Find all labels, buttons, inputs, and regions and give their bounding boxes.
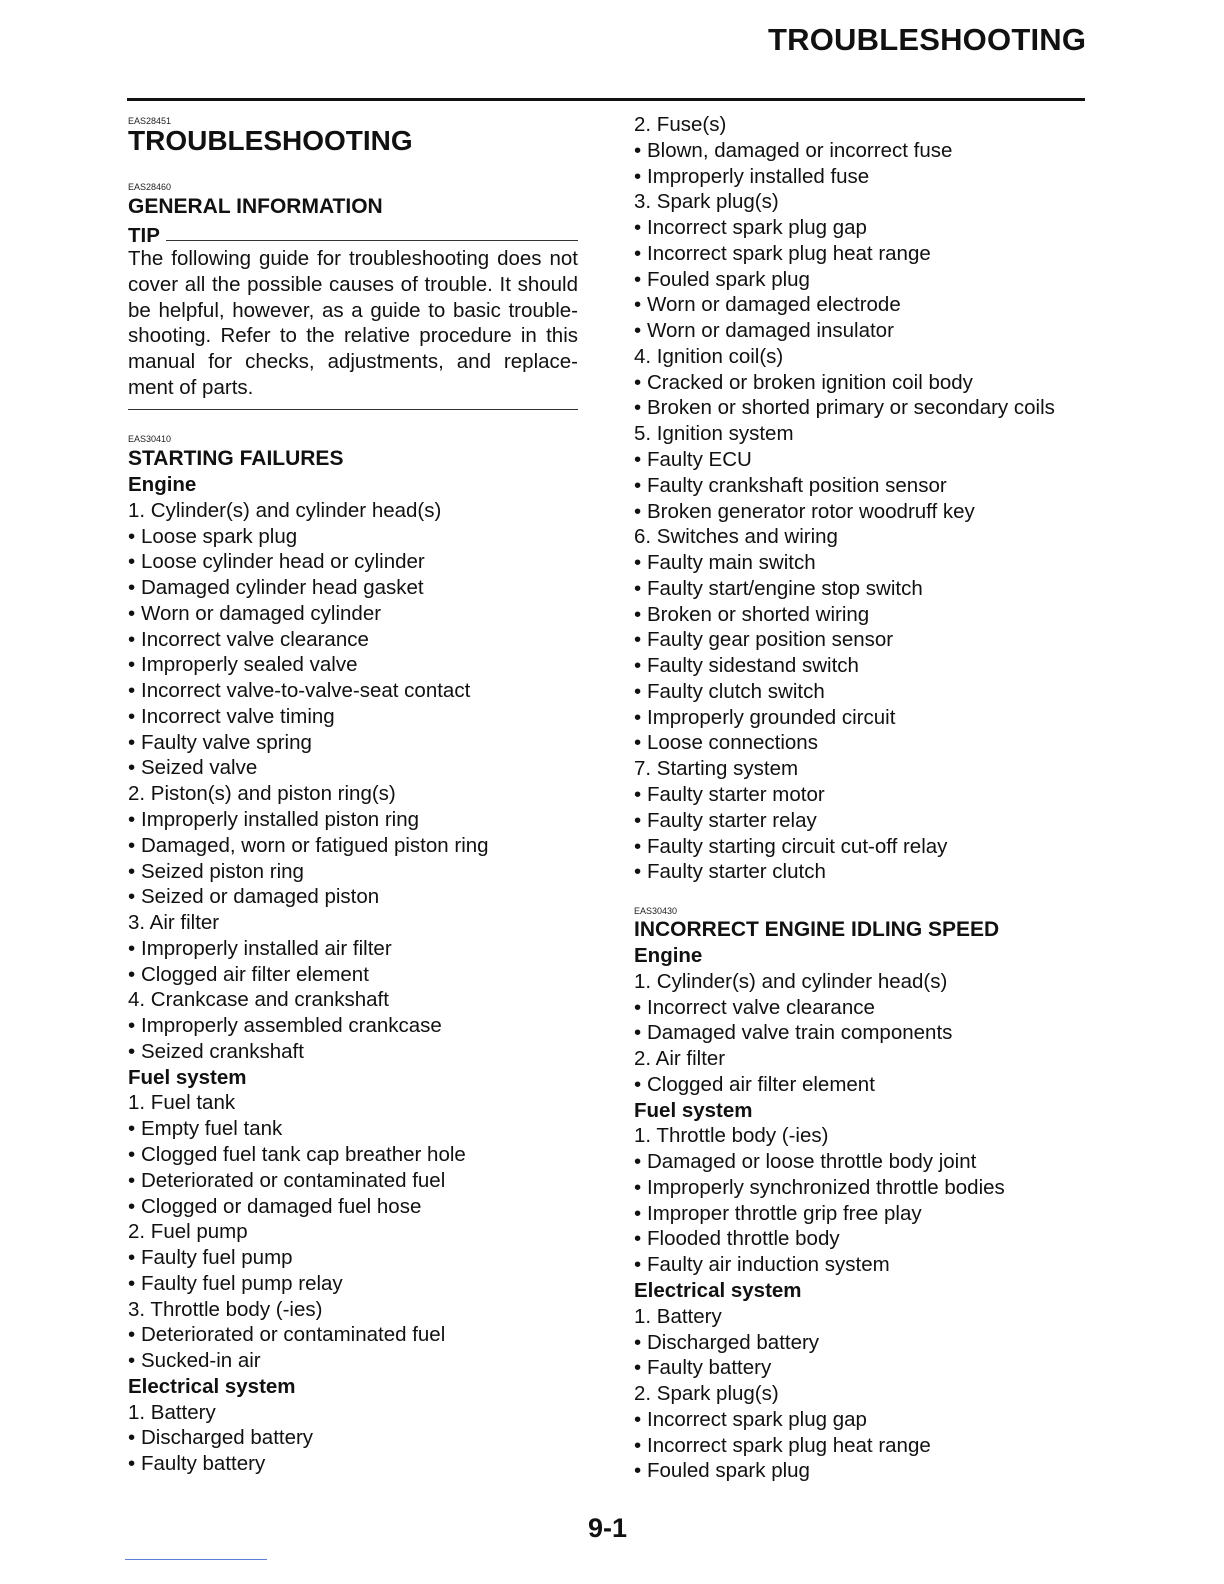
bullet-item: • Improperly assembled crankcase [128,1014,442,1038]
subheading: Engine [128,473,197,496]
bullet-item: • Clogged air filter element [128,963,369,987]
bullet-item: • Incorrect valve clearance [634,996,875,1020]
section-code: EAS30430 [634,906,678,916]
bullet-item: • Worn or damaged electrode [634,293,901,317]
general-information-heading: GENERAL INFORMATION [128,195,383,218]
tip-line: cover all the possible causes of trouble. It should [128,272,578,296]
bullet-item: • Damaged, worn or fatigued piston ring [128,834,489,858]
header-rule [127,98,1085,101]
bullet-item: • Sucked-in air [128,1349,261,1373]
bullet-item: • Flooded throttle body [634,1227,840,1251]
tip-line: manual for checks, adjustments, and replace- [128,350,578,374]
bullet-item: • Incorrect spark plug heat range [634,1434,931,1458]
numbered-item: 6. Switches and wiring [634,525,838,549]
bullet-item: • Faulty crankshaft position sensor [634,474,947,498]
section-title: TROUBLESHOOTING [128,125,413,156]
bullet-item: • Improperly installed piston ring [128,808,419,832]
subheading: Fuel system [634,1098,753,1122]
bullet-item: • Faulty starter motor [634,783,825,807]
bullet-item: • Clogged fuel tank cap breather hole [128,1143,466,1167]
bullet-item: • Faulty ECU [634,448,752,472]
bullet-item: • Fouled spark plug [634,1459,810,1483]
bullet-item: • Damaged valve train components [634,1021,952,1045]
numbered-item: 4. Crankcase and crankshaft [128,988,389,1012]
subheading: Engine [634,944,703,967]
bullet-item: • Improperly installed air filter [128,937,392,961]
numbered-item: 1. Cylinder(s) and cylinder head(s) [128,498,442,522]
bullet-item: • Faulty sidestand switch [634,654,859,678]
bullet-item: • Faulty fuel pump [128,1246,293,1270]
bullet-item: • Improperly sealed valve [128,653,358,677]
bullet-item: • Incorrect valve clearance [128,628,369,652]
bullet-item: • Incorrect spark plug gap [634,1408,867,1432]
numbered-item: 3. Spark plug(s) [634,190,779,214]
bullet-item: • Faulty clutch switch [634,680,825,704]
tip-rule [166,240,578,241]
bullet-item: • Incorrect valve timing [128,705,335,729]
bullet-item: • Improperly synchronized throttle bodies [634,1176,1005,1200]
bullet-item: • Faulty battery [128,1452,265,1476]
bullet-item: • Faulty starter clutch [634,860,826,884]
bullet-item: • Improper throttle grip free play [634,1202,922,1226]
bullet-item: • Worn or damaged insulator [634,319,894,343]
numbered-item: 2. Fuse(s) [634,113,727,136]
numbered-item: 2. Piston(s) and piston ring(s) [128,782,396,806]
bullet-item: • Fouled spark plug [634,268,810,292]
page-number: 9-1 [588,1513,628,1543]
bullet-item: • Clogged air filter element [634,1073,875,1097]
bullet-item: • Seized piston ring [128,860,304,884]
bullet-item: • Seized or damaged piston [128,885,379,909]
numbered-item: 3. Air filter [128,911,220,935]
bullet-item: • Deteriorated or contaminated fuel [128,1169,445,1193]
bullet-item: • Faulty fuel pump relay [128,1272,343,1296]
bullet-item: • Broken or shorted wiring [634,603,869,627]
bullet-item: • Faulty air induction system [634,1253,890,1277]
subheading: Fuel system [128,1065,247,1089]
bullet-item: • Broken generator rotor woodruff key [634,500,975,524]
bullet-item: • Seized crankshaft [128,1040,304,1064]
bullet-item: • Incorrect spark plug heat range [634,242,931,266]
bullet-item: • Clogged or damaged fuel hose [128,1195,421,1219]
incorrect-idling-heading: INCORRECT ENGINE IDLING SPEED [634,918,1000,941]
bullet-item: • Faulty gear position sensor [634,628,893,652]
numbered-item: 1. Fuel tank [128,1091,236,1115]
tip-label: TIP [128,224,160,247]
bullet-item: • Improperly grounded circuit [634,706,895,730]
bullet-item: • Seized valve [128,756,257,780]
numbered-item: 3. Throttle body (-ies) [128,1297,323,1321]
tip-line: The following guide for troubleshooting does not [128,247,578,270]
subheading: Electrical system [634,1279,802,1302]
bullet-item: • Faulty start/engine stop switch [634,577,923,601]
tip-line: be helpful, however, as a guide to basic trouble- [128,298,578,322]
tip-line: ment of parts. [128,375,254,399]
bullet-item: • Loose cylinder head or cylinder [128,550,425,574]
section-code: EAS30410 [128,434,172,444]
bullet-item: • Damaged or loose throttle body joint [634,1150,976,1174]
bullet-item: • Empty fuel tank [128,1117,282,1141]
numbered-item: 1. Cylinder(s) and cylinder head(s) [634,969,948,993]
bullet-item: • Improperly installed fuse [634,165,869,189]
bullet-item: • Faulty starting circuit cut-off relay [634,835,947,859]
numbered-item: 1. Battery [128,1400,216,1424]
numbered-item: 2. Fuel pump [128,1220,248,1244]
bullet-item: • Deteriorated or contaminated fuel [128,1323,445,1347]
bullet-item: • Incorrect spark plug gap [634,216,867,240]
starting-failures-heading: STARTING FAILURES [128,447,344,470]
tip-line: shooting. Refer to the relative procedure in this [128,324,578,348]
subheading: Electrical system [128,1374,296,1398]
bullet-item: • Faulty battery [634,1356,771,1380]
tip-paragraph [128,246,578,401]
bullet-item: • Faulty main switch [634,551,816,575]
numbered-item: 5. Ignition system [634,422,794,446]
tip-end-rule [128,409,578,410]
numbered-item: 1. Battery [634,1304,722,1328]
section-code: EAS28451 [128,116,172,126]
bullet-item: • Discharged battery [634,1331,819,1355]
bullet-item: • Faulty starter relay [634,809,817,833]
section-code: EAS28460 [128,182,172,192]
numbered-item: 2. Air filter [634,1047,726,1071]
numbered-item: 4. Ignition coil(s) [634,344,784,368]
bullet-item: • Incorrect valve-to-valve-seat contact [128,679,470,703]
footer-link-line [125,1559,267,1560]
bullet-item: • Loose spark plug [128,525,297,549]
bullet-item: • Faulty valve spring [128,731,312,755]
bullet-item: • Blown, damaged or incorrect fuse [634,139,952,163]
bullet-item: • Discharged battery [128,1426,313,1450]
bullet-item: • Worn or damaged cylinder [128,602,381,626]
page-header-title: TROUBLESHOOTING [768,22,1087,57]
bullet-item: • Loose connections [634,731,818,755]
bullet-item: • Cracked or broken ignition coil body [634,371,973,395]
numbered-item: 2. Spark plug(s) [634,1382,779,1406]
bullet-item: • Damaged cylinder head gasket [128,576,424,600]
numbered-item: 1. Throttle body (-ies) [634,1124,829,1148]
bullet-item: • Broken or shorted primary or secondary coils [634,396,1055,420]
numbered-item: 7. Starting system [634,757,799,781]
